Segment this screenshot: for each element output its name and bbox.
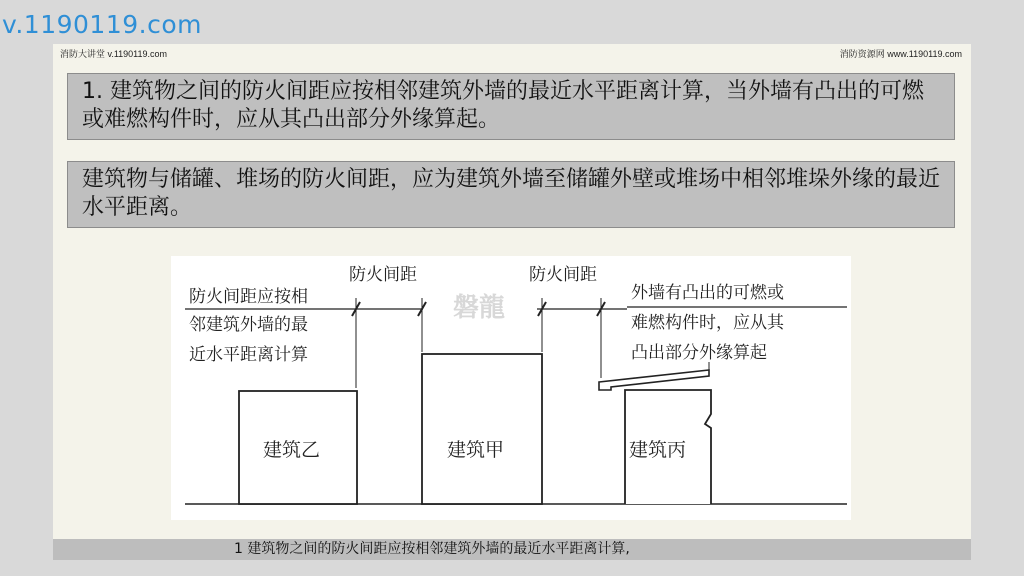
right-note-line-1: 外墙有凸出的可燃或 <box>631 283 784 303</box>
header-right-text: 消防资源网 www.1190119.com <box>839 49 962 59</box>
site-watermark: v.1190119.com <box>2 10 202 39</box>
left-note-line-2: 邻建筑外墙的最 <box>189 315 308 335</box>
rule-text-box-2: 建筑物与储罐、堆场的防火间距，应为建筑外墙至储罐外壁或堆场中相邻堆垛外缘的最近水平距离。 <box>67 161 955 228</box>
building-c-label: 建筑丙 <box>629 439 687 461</box>
diagram-stamp: 磐龍 <box>453 293 506 323</box>
building-c-eave <box>599 370 709 390</box>
slide <box>53 44 971 560</box>
building-a-label: 建筑甲 <box>447 439 505 461</box>
subtitle-caption: 1 建筑物之间的防火间距应按相邻建筑外墙的最近水平距离计算, <box>53 539 971 560</box>
spacing-label-1: 防火间距 <box>349 265 417 285</box>
right-note-line-3: 凸出部分外缘算起 <box>631 343 767 363</box>
fire-spacing-diagram <box>171 256 851 520</box>
header-left-text: 消防大讲堂 v.1190119.com <box>60 49 168 59</box>
left-note-line-1: 防火间距应按相 <box>189 287 308 307</box>
rule-text-box-1: 1. 建筑物之间的防火间距应按相邻建筑外墙的最近水平距离计算，当外墙有凸出的可燃或难燃构件时，应从其凸出部分外缘算起。 <box>67 73 955 140</box>
building-b-label: 建筑乙 <box>263 439 321 461</box>
spacing-label-2: 防火间距 <box>529 265 597 285</box>
building-a-outline <box>422 354 542 504</box>
left-note-line-3: 近水平距离计算 <box>189 345 308 365</box>
right-note-line-2: 难燃构件时，应从其 <box>631 313 784 333</box>
